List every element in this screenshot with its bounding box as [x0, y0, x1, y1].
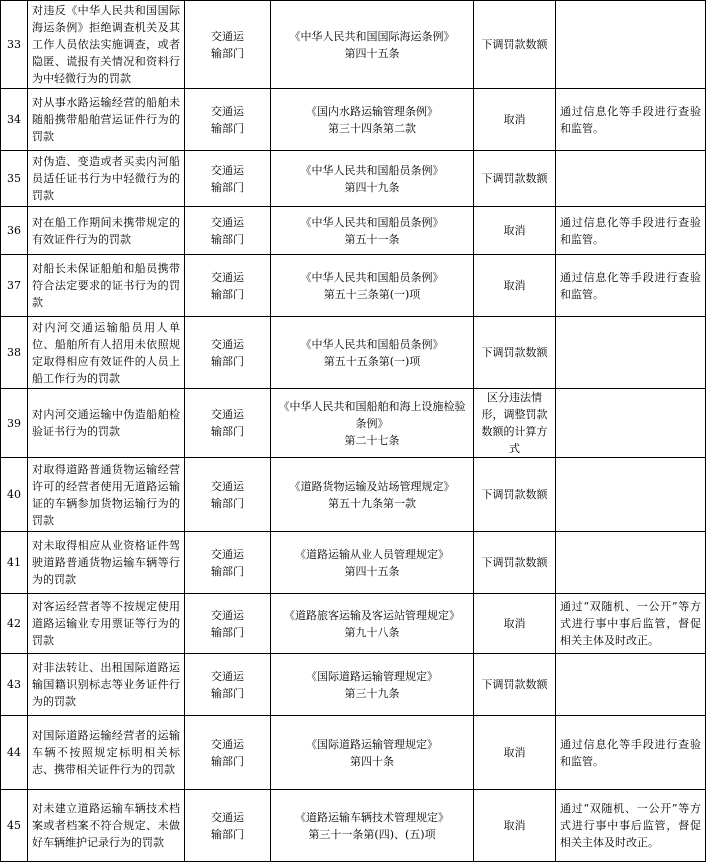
legal-basis — [271, 207, 474, 255]
table-row — [1, 207, 706, 255]
supervision-note — [556, 1, 706, 89]
table-row — [1, 458, 706, 532]
legal-basis — [271, 458, 474, 532]
supervision-note: 通过信息化等手段进行查验和监管。 — [556, 89, 706, 151]
adjustment-action: 取消 — [474, 594, 556, 654]
department: 交通运输部门 — [185, 716, 271, 790]
table-row — [1, 389, 706, 458]
penalty-item: 对非法转让、出租国际道路运输国籍识别标志等业务证件行为的罚款 — [28, 654, 185, 716]
row-number: 36 — [1, 207, 28, 255]
supervision-note — [556, 654, 706, 716]
supervision-note: 通过“双随机、一公开”等方式进行事中事后监管，督促相关主体及时改正。 — [556, 594, 706, 654]
penalty-item: 对未取得相应从业资格证件驾驶道路普通货物运输车辆等行为的罚款 — [28, 532, 185, 594]
adjustment-action: 取消 — [474, 790, 556, 862]
basis-article: 第四十九条 — [344, 180, 400, 194]
supervision-note — [556, 389, 706, 458]
basis-law: 《中华人民共和国国际海运条例》 — [289, 29, 455, 43]
basis-article: 第三十九条 — [344, 686, 400, 700]
supervision-note: 通过信息化等手段进行查验和监管。 — [556, 716, 706, 790]
supervision-note — [556, 317, 706, 389]
basis-law: 《国际道路运输管理规定》 — [306, 669, 438, 683]
supervision-note — [556, 532, 706, 594]
basis-law: 《道路货物运输及站场管理规定》 — [289, 479, 455, 493]
table-row — [1, 594, 706, 654]
table-row — [1, 654, 706, 716]
row-number: 43 — [1, 654, 28, 716]
legal-basis — [271, 151, 474, 207]
basis-article: 第五十五条第(一)项 — [323, 354, 421, 368]
department: 交通运输部门 — [185, 532, 271, 594]
basis-article: 第五十三条第(一)项 — [323, 287, 421, 301]
row-number: 33 — [1, 1, 28, 89]
legal-basis — [271, 716, 474, 790]
department: 交通运输部门 — [185, 255, 271, 317]
penalty-item: 对从事水路运输经营的船舶未随船携带船舶营运证件行为的罚款 — [28, 89, 185, 151]
table-row — [1, 790, 706, 862]
penalty-item: 对国际道路运输经营者的运输车辆不按照规定标明相关标志、携带相关证件行为的罚款 — [28, 716, 185, 790]
adjustment-action: 区分违法情形，调整罚款数额的计算方式 — [474, 389, 556, 458]
supervision-note — [556, 458, 706, 532]
table-row — [1, 1, 706, 89]
adjustment-action: 下调罚款数额 — [474, 654, 556, 716]
supervision-note: 通过信息化等手段进行查验和监管。 — [556, 207, 706, 255]
penalty-item: 对取得道路普通货物运输经营许可的经营者使用无道路运输证的车辆参加货物运输行为的罚款 — [28, 458, 185, 532]
adjustment-action: 下调罚款数额 — [474, 317, 556, 389]
row-number: 41 — [1, 532, 28, 594]
department: 交通运输部门 — [185, 89, 271, 151]
table-row — [1, 716, 706, 790]
basis-article: 第四十条 — [350, 754, 394, 768]
department: 交通运输部门 — [185, 790, 271, 862]
basis-law: 《国内水路运输管理条例》 — [306, 104, 438, 118]
penalty-item: 对违反《中华人民共和国国际海运条例》拒绝调查机关及其工作人员依法实施调查，或者隐匿、谎报有关情况和资料行为中轻微行为的罚款 — [28, 1, 185, 89]
row-number: 37 — [1, 255, 28, 317]
penalty-item: 对伪造、变造或者买卖内河船员适任证书行为中轻微行为的罚款 — [28, 151, 185, 207]
basis-law: 《中华人民共和国船员条例》 — [300, 215, 444, 229]
basis-law: 《国际道路运输管理规定》 — [306, 737, 438, 751]
basis-article: 第五十九条第一款 — [328, 496, 416, 510]
row-number: 38 — [1, 317, 28, 389]
table-row — [1, 151, 706, 207]
legal-basis — [271, 255, 474, 317]
row-number: 35 — [1, 151, 28, 207]
department: 交通运输部门 — [185, 151, 271, 207]
penalty-item: 对在船工作期间未携带规定的有效证件行为的罚款 — [28, 207, 185, 255]
department: 交通运输部门 — [185, 1, 271, 89]
row-number: 39 — [1, 389, 28, 458]
penalty-item: 对船长未保证船舶和船员携带符合法定要求的证书行为的罚款 — [28, 255, 185, 317]
basis-law: 《道路运输车辆技术管理规定》 — [295, 810, 449, 824]
penalty-item: 对内河交通运输中伪造船舶检验证书行为的罚款 — [28, 389, 185, 458]
penalty-item: 对未建立道路运输车辆技术档案或者档案不符合规定、未做好车辆维护记录行为的罚款 — [28, 790, 185, 862]
legal-basis — [271, 317, 474, 389]
table-row — [1, 89, 706, 151]
basis-article: 第九十八条 — [344, 625, 400, 639]
basis-article: 第二十七条 — [344, 433, 400, 447]
penalty-item: 对客运经营者等不按规定使用道路运输业专用票证等行为的罚款 — [28, 594, 185, 654]
row-number: 45 — [1, 790, 28, 862]
row-number: 34 — [1, 89, 28, 151]
department: 交通运输部门 — [185, 389, 271, 458]
basis-law: 《道路旅客运输及客运站管理规定》 — [284, 608, 460, 622]
adjustment-action: 取消 — [474, 255, 556, 317]
legal-basis — [271, 654, 474, 716]
adjustment-action: 取消 — [474, 716, 556, 790]
basis-article: 第四十五条 — [344, 564, 400, 578]
table-row — [1, 532, 706, 594]
table-row — [1, 317, 706, 389]
department: 交通运输部门 — [185, 654, 271, 716]
supervision-note: 通过信息化等手段进行查验和监管。 — [556, 255, 706, 317]
adjustment-action: 下调罚款数额 — [474, 1, 556, 89]
row-number: 42 — [1, 594, 28, 654]
table-body — [1, 1, 706, 862]
department: 交通运输部门 — [185, 207, 271, 255]
adjustment-action: 下调罚款数额 — [474, 532, 556, 594]
adjustment-action: 下调罚款数额 — [474, 151, 556, 207]
department: 交通运输部门 — [185, 458, 271, 532]
row-number: 44 — [1, 716, 28, 790]
legal-basis — [271, 389, 474, 458]
legal-basis — [271, 532, 474, 594]
basis-law: 《道路运输从业人员管理规定》 — [295, 547, 449, 561]
legal-basis — [271, 89, 474, 151]
table-row — [1, 255, 706, 317]
basis-law: 《中华人民共和国船员条例》 — [300, 270, 444, 284]
supervision-note: 通过“双随机、一公开”等方式进行事中事后监管，督促相关主体及时改正。 — [556, 790, 706, 862]
legal-basis — [271, 790, 474, 862]
supervision-note — [556, 151, 706, 207]
basis-article: 第四十五条 — [344, 46, 400, 60]
department: 交通运输部门 — [185, 317, 271, 389]
adjustment-action: 取消 — [474, 89, 556, 151]
adjustment-action: 下调罚款数额 — [474, 458, 556, 532]
basis-law: 《中华人民共和国船舶和海上设施检验条例》 — [278, 399, 466, 430]
basis-article: 第五十一条 — [344, 232, 400, 246]
basis-law: 《中华人民共和国船员条例》 — [300, 337, 444, 351]
row-number: 40 — [1, 458, 28, 532]
legal-basis — [271, 1, 474, 89]
legal-basis — [271, 594, 474, 654]
adjustment-action: 取消 — [474, 207, 556, 255]
department: 交通运输部门 — [185, 594, 271, 654]
basis-law: 《中华人民共和国船员条例》 — [300, 163, 444, 177]
basis-article: 第三十四条第二款 — [328, 121, 416, 135]
penalty-item: 对内河交通运输船员用人单位、船舶所有人招用未依照规定取得相应有效证件的人员上船工作行为的罚款 — [28, 317, 185, 389]
basis-article: 第三十一条第(四)、(五)项 — [308, 827, 436, 841]
